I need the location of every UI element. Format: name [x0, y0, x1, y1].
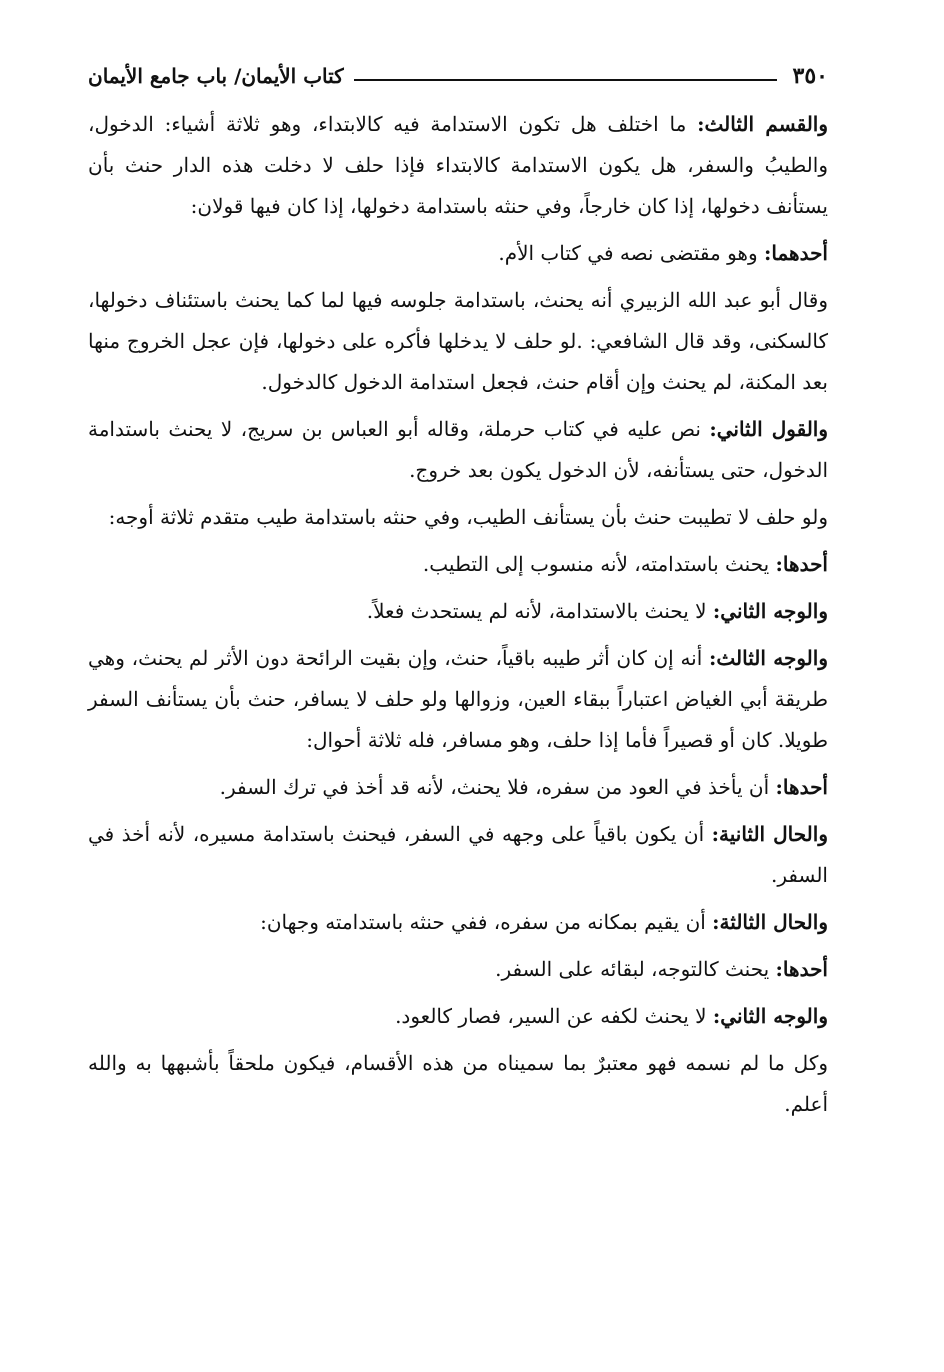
paragraph	[88, 902, 828, 943]
page-header	[88, 58, 828, 94]
paragraph-text: وكل ما لم نسمه فهو معتبرٌ بما سميناه من هذه الأقسام، فيكون ملحقاً بأشبهها به والله أعلم.	[88, 1051, 828, 1116]
header-rule	[354, 79, 777, 81]
paragraph-text: أن يأخذ في العود من سفره، فلا يحنث، لأنه قد أخذ في ترك السفر.	[219, 775, 776, 799]
paragraph	[88, 1043, 828, 1125]
paragraph	[88, 638, 828, 761]
paragraph-text: ولو حلف لا تطيبت حنث بأن يستأنف الطيب، وفي حنثه باستدامة طيب متقدم ثلاثة أوجه:	[108, 505, 828, 529]
paragraph-lead: أحدها:	[775, 552, 828, 576]
paragraph	[88, 767, 828, 808]
paragraph	[88, 280, 828, 403]
paragraph	[88, 497, 828, 538]
paragraph-lead: أحدها:	[775, 775, 828, 799]
paragraph-text: وهو مقتضى نصه في كتاب الأم.	[498, 241, 764, 265]
paragraph-text: يحنث باستدامته، لأنه منسوب إلى التطيب.	[422, 552, 776, 576]
paragraph-text: نص عليه في كتاب حرملة، وقاله أبو العباس بن سريج، لا يحنث باستدامة الدخول، حتى يستأنفه، لأن الدخول يكون بعد خروج.	[88, 417, 828, 482]
paragraph-text: ما اختلف هل تكون الاستدامة فيه كالابتداء، وهو ثلاثة أشياء: الدخول، والطيبُ والسفر، هل يكون الاستدامة كالابتداء فإذا حلف لا دخلت هذه الدار حنث بأن يستأنف دخولها، إذا كان خارجاً، وفي حنثه باستدامة دخولها، إذا كان فيها قولان:	[88, 112, 828, 218]
paragraph-lead: أحدهما:	[763, 241, 828, 265]
running-title: كتاب الأيمان/ باب جامع الأيمان	[88, 64, 344, 88]
paragraph	[88, 104, 828, 227]
paragraph-lead: والوجه الثاني:	[712, 599, 828, 623]
paragraph-text: لا يحنث لكفه عن السير، فصار كالعود.	[395, 1004, 713, 1028]
page-body	[88, 104, 828, 1125]
page-number: ٣٥٠	[792, 63, 828, 89]
paragraph-lead: والحال الثالثة:	[712, 910, 828, 934]
document-page	[88, 58, 828, 1338]
paragraph	[88, 996, 828, 1037]
paragraph-text: أنه إن كان أثر طيبه باقياً، حنث، وإن بقيت الرائحة دون الأثر لم يحنث، وهي طريقة أبي الغياض اعتباراً ببقاء العين، وزوالها ولو حلف لا يسافر، حنث بأن يستأنف السفر طويلا. كان أو قصيراً فأما إذا حلف، وهو مسافر، فله ثلاثة أحوال:	[88, 646, 828, 752]
paragraph	[88, 409, 828, 491]
paragraph-lead: والقسم الثالث:	[697, 112, 829, 136]
paragraph-text: أن يكون باقياً على وجهه في السفر، فيحنث باستدامة مسيره، لأنه أخذ في السفر.	[88, 822, 828, 887]
paragraph-text: يحنث كالتوجه، لبقائه على السفر.	[495, 957, 776, 981]
paragraph	[88, 544, 828, 585]
paragraph-lead: أحدها:	[775, 957, 828, 981]
paragraph-text: وقال أبو عبد الله الزبيري أنه يحنث، باستدامة جلوسه فيها لما كما يحنث باستئناف دخولها، كالسكنى، وقد قال الشافعي: .لو حلف لا يدخلها فأكره على دخولها، فإن عجل الخروج منها بعد المكنة، لم يحنث وإن أقام حنث، فجعل استدامة الدخول كالدخول.	[88, 288, 828, 394]
paragraph-lead: والوجه الثاني:	[712, 1004, 828, 1028]
paragraph	[88, 949, 828, 990]
paragraph	[88, 233, 828, 274]
paragraph	[88, 591, 828, 632]
paragraph-lead: والحال الثانية:	[711, 822, 828, 846]
paragraph-text: أن يقيم بمكانه من سفره، ففي حنثه باستدامته وجهان:	[260, 910, 713, 934]
paragraph-lead: والوجه الثالث:	[709, 646, 828, 670]
paragraph	[88, 814, 828, 896]
paragraph-text: لا يحنث بالاستدامة، لأنه لم يستحدث فعلاً.	[366, 599, 713, 623]
paragraph-lead: والقول الثاني:	[709, 417, 828, 441]
